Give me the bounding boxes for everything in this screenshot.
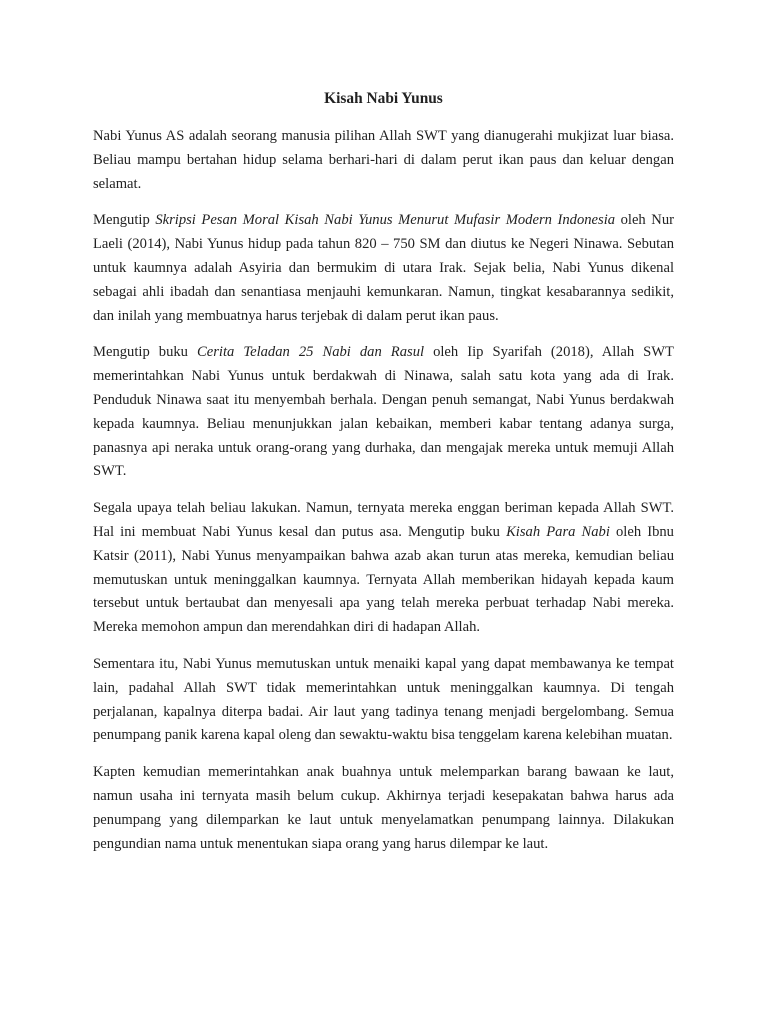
- paragraph-3-text-b: oleh Iip Syarifah (2018), Allah SWT memerintahkan Nabi Yunus untuk berdakwah di Ninawa, salah satu kota yang ada di Irak. Penduduk Ninawa saat itu menyembah berhala. Dengan penuh semangat, Nabi Yunus berdakwah kepada kaumnya. Beliau menunjukkan jalan kebaikan, memberi kabar tentang adanya surga, panasnya api neraka untuk orang-orang yang durhaka, dan mengajak mereka untuk memuji Allah SWT.: [93, 344, 674, 480]
- document-body: [93, 88, 674, 869]
- paragraph-2: [93, 209, 674, 328]
- paragraph-4-text-b: oleh Ibnu Katsir (2011), Nabi Yunus menyampaikan bahwa azab akan turun atas mereka, kemudian beliau memutuskan untuk meninggalkan kaumnya. Ternyata Allah memberikan hidayah kepada kaum tersebut untuk bertaubat dan menyesali apa yang telah mereka perbuat terhadap Nabi mereka. Mereka memohon ampun dan merendahkan diri di hadapan Allah.: [93, 523, 674, 636]
- paragraph-2-text-b: oleh Nur Laeli (2014), Nabi Yunus hidup pada tahun 820 – 750 SM dan diutus ke Negeri Ninawa. Sebutan untuk kaumnya adalah Asyiria dan bermukim di utara Irak. Sejak belia, Nabi Yunus dikenal sebagai ahli ibadah dan senantiasa menjauhi kemunkaran. Namun, tingkat kesabarannya sedikit, dan inilah yang membuatnya harus terjebak di dalam perut ikan paus.: [93, 212, 674, 324]
- paragraph-4: [93, 497, 674, 640]
- document-title: Kisah Nabi Yunus: [324, 90, 443, 107]
- paragraph-6: Kapten kemudian memerintahkan anak buahnya untuk melemparkan barang bawaan ke laut, namun usaha ini ternyata masih belum cukup. Akhirnya terjadi kesepakatan bahwa harus ada penumpang yang dilemparkan ke laut untuk menyelamatkan penumpang lainnya. Dilakukan pengundian nama untuk menentukan siapa orang yang harus dilempar ke laut.: [93, 764, 674, 852]
- paragraph-2-book-title: Skripsi Pesan Moral Kisah Nabi Yunus Menurut Mufasir Modern Indonesia: [155, 212, 616, 229]
- paragraph-4-text-a: Segala upaya telah beliau lakukan. Namun, ternyata mereka enggan beriman kepada Allah SWT. Hal ini membuat Nabi Yunus kesal dan putus asa. Mengutip buku: [93, 500, 674, 540]
- paragraph-3-book-title: Cerita Teladan 25 Nabi dan Rasul: [197, 344, 425, 361]
- paragraph-3: [93, 341, 674, 484]
- paragraph-3-text-a: Mengutip buku: [93, 344, 197, 361]
- paragraph-4-book-title: Kisah Para Nabi: [506, 523, 610, 540]
- paragraph-2-text-a: Mengutip: [93, 212, 156, 229]
- paragraph-5: Sementara itu, Nabi Yunus memutuskan untuk menaiki kapal yang dapat membawanya ke tempat lain, padahal Allah SWT tidak memerintahkan untuk meninggalkan kaumnya. Di tengah perjalanan, kapalnya diterpa badai. Air laut yang tadinya tenang menjadi bergelombang. Semua penumpang panik karena kapal oleng dan sewaktu-waktu bisa tenggelam karena kelebihan muatan.: [93, 655, 674, 744]
- paragraph-1: Nabi Yunus AS adalah seorang manusia pilihan Allah SWT yang dianugerahi mukjizat luar biasa. Beliau mampu bertahan hidup selama berhari-hari di dalam perut ikan paus dan keluar dengan selamat.: [93, 128, 674, 192]
